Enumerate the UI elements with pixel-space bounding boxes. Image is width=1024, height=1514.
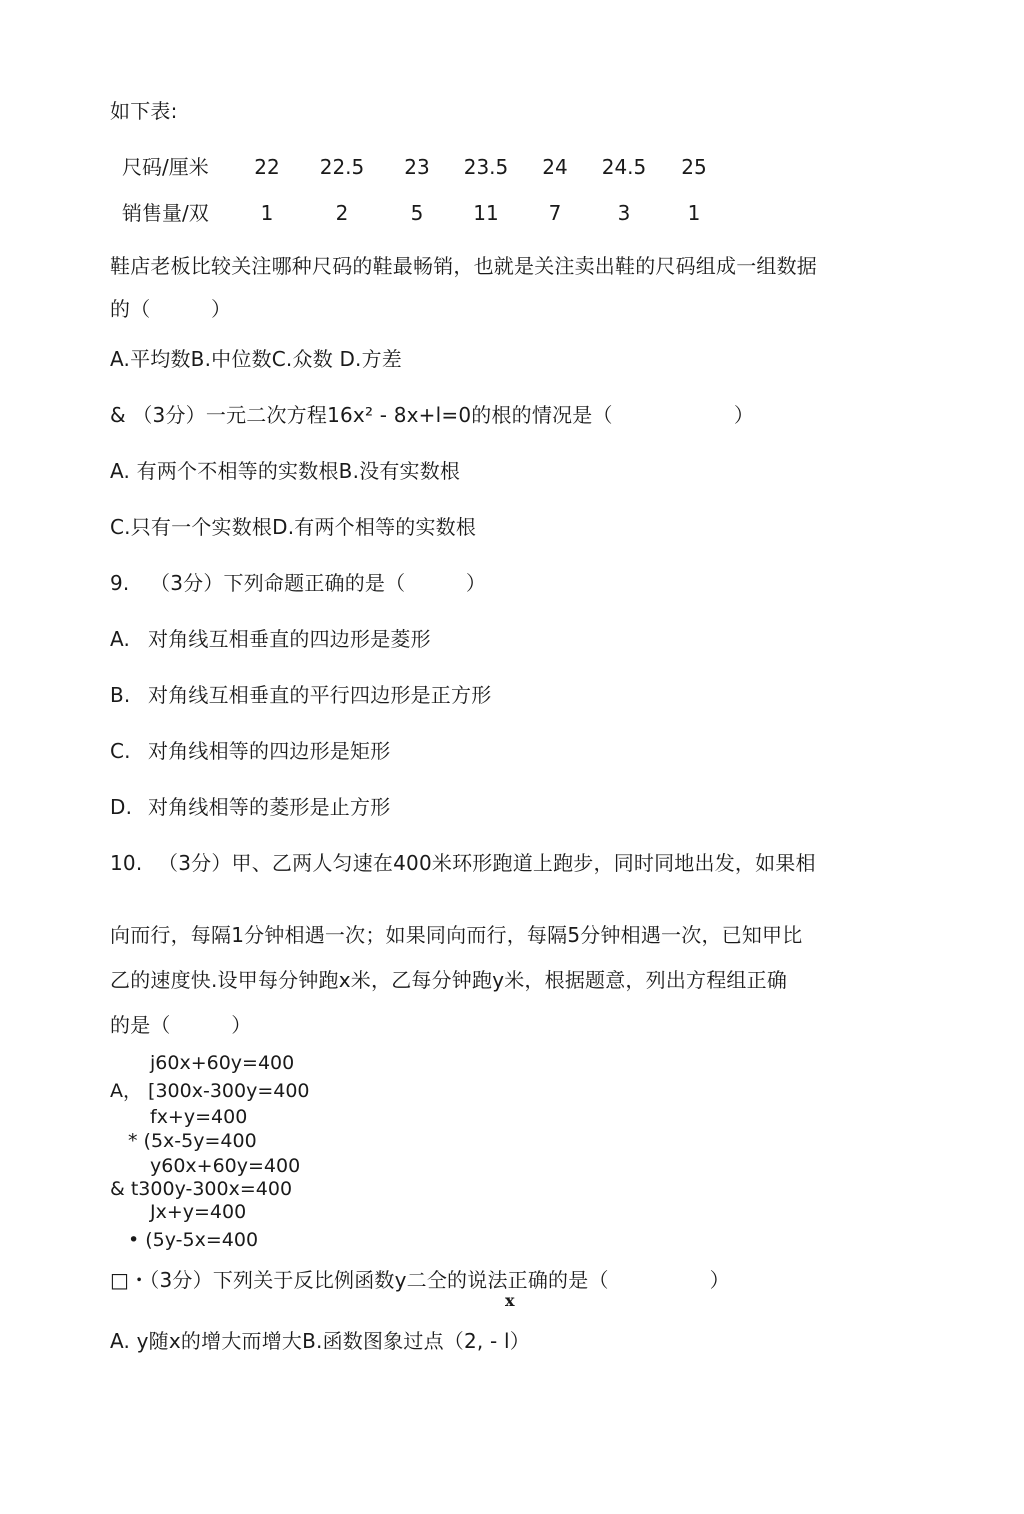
table-cell: 1 <box>687 201 701 225</box>
q10-line4: 的是（ ） <box>110 1013 252 1037</box>
q11-stem: □・（3分）下列关于反比例函数y二仝的说法正确的是（ ） <box>110 1268 730 1292</box>
q9-stem: （3分）下列命题正确的是（ ） <box>150 571 487 595</box>
q10-line2: 向而行，每隔1分钟相遇一次；如果同向而行，每隔5分钟相遇一次，已知甲比 <box>110 923 803 947</box>
equation-line: j60x+60y=400 <box>150 1052 295 1074</box>
option-letter: D. <box>110 795 133 819</box>
q9-option-c <box>110 738 390 764</box>
table-cell: 1 <box>260 201 274 225</box>
option-text: 对角线互相垂直的平行四边形是正方形 <box>148 683 492 707</box>
q10-number: 10. <box>110 851 143 875</box>
option-text: 对角线相等的菱形是止方形 <box>148 795 391 819</box>
option-letter: C. <box>110 739 131 763</box>
q9-stem-line <box>110 570 486 596</box>
equation-line: Jx+y=400 <box>150 1201 247 1223</box>
q8-stem: & （3分）一元二次方程16x² - 8x+l=0的根的情况是（ ） <box>110 403 755 427</box>
table-row-label-sales: 销售量/双 <box>122 201 209 225</box>
equation-line: * (5x-5y=400 <box>128 1130 257 1152</box>
table-cell: 3 <box>617 201 631 225</box>
q10-line1: （3分）甲、乙两人匀速在400米环形跑道上跑步，同时同地出发，如果相 <box>158 851 816 875</box>
table-cell: 22.5 <box>319 155 365 179</box>
table-cell: 2 <box>335 201 349 225</box>
q10-line3: 乙的速度快.设甲每分钟跑x米，乙每分钟跑y米，根据题意，列出方程组正确 <box>110 968 788 992</box>
q9-number: 9. <box>110 571 130 595</box>
option-text: 对角线互相垂直的四边形是菱形 <box>148 627 431 651</box>
equation-line: • (5y-5x=400 <box>128 1229 259 1251</box>
q10-stem-line1 <box>110 850 816 876</box>
table-cell: 22 <box>254 155 280 179</box>
table-cell: 5 <box>410 201 424 225</box>
equation-line: fx+y=400 <box>150 1106 248 1128</box>
q8-options-cd: C.只有一个实数根D.有两个相等的实数根 <box>110 515 477 539</box>
table-row-size <box>122 154 822 180</box>
equation-line: & t300y-300x=400 <box>110 1178 293 1200</box>
equation-line: A， [300x-300y=400 <box>110 1080 310 1102</box>
option-text: 对角线相等的四边形是矩形 <box>148 739 391 763</box>
option-letter: A. <box>110 627 131 651</box>
fraction-denominator: x <box>505 1291 515 1310</box>
q9-option-a <box>110 626 431 652</box>
intro-text: 如下表: <box>110 99 178 123</box>
table-cell: 24 <box>542 155 568 179</box>
option-letter: B. <box>110 683 131 707</box>
table-cell: 23.5 <box>463 155 509 179</box>
q7-options: A.平均数B.中位数C.众数 D.方差 <box>110 347 403 371</box>
table-cell: 23 <box>404 155 430 179</box>
q9-option-d <box>110 794 390 820</box>
q11-options: A. y随x的增大而增大B.函数图象过点（2, - l） <box>110 1329 530 1353</box>
q8-options-ab: A. 有两个不相等的实数根B.没有实数根 <box>110 459 461 483</box>
table-cell: 24.5 <box>601 155 647 179</box>
table-row-sales <box>122 200 822 226</box>
table-cell: 11 <box>473 201 499 225</box>
q9-option-b <box>110 682 491 708</box>
table-cell: 7 <box>548 201 562 225</box>
equation-line: y60x+60y=400 <box>150 1155 301 1177</box>
q7-line2: 的（ ） <box>110 297 232 321</box>
q7-line1: 鞋店老板比较关注哪种尺码的鞋最畅销，也就是关注卖出鞋的尺码组成一组数据 <box>110 254 817 278</box>
table-row-label-size: 尺码/厘米 <box>122 155 209 179</box>
table-cell: 25 <box>681 155 707 179</box>
